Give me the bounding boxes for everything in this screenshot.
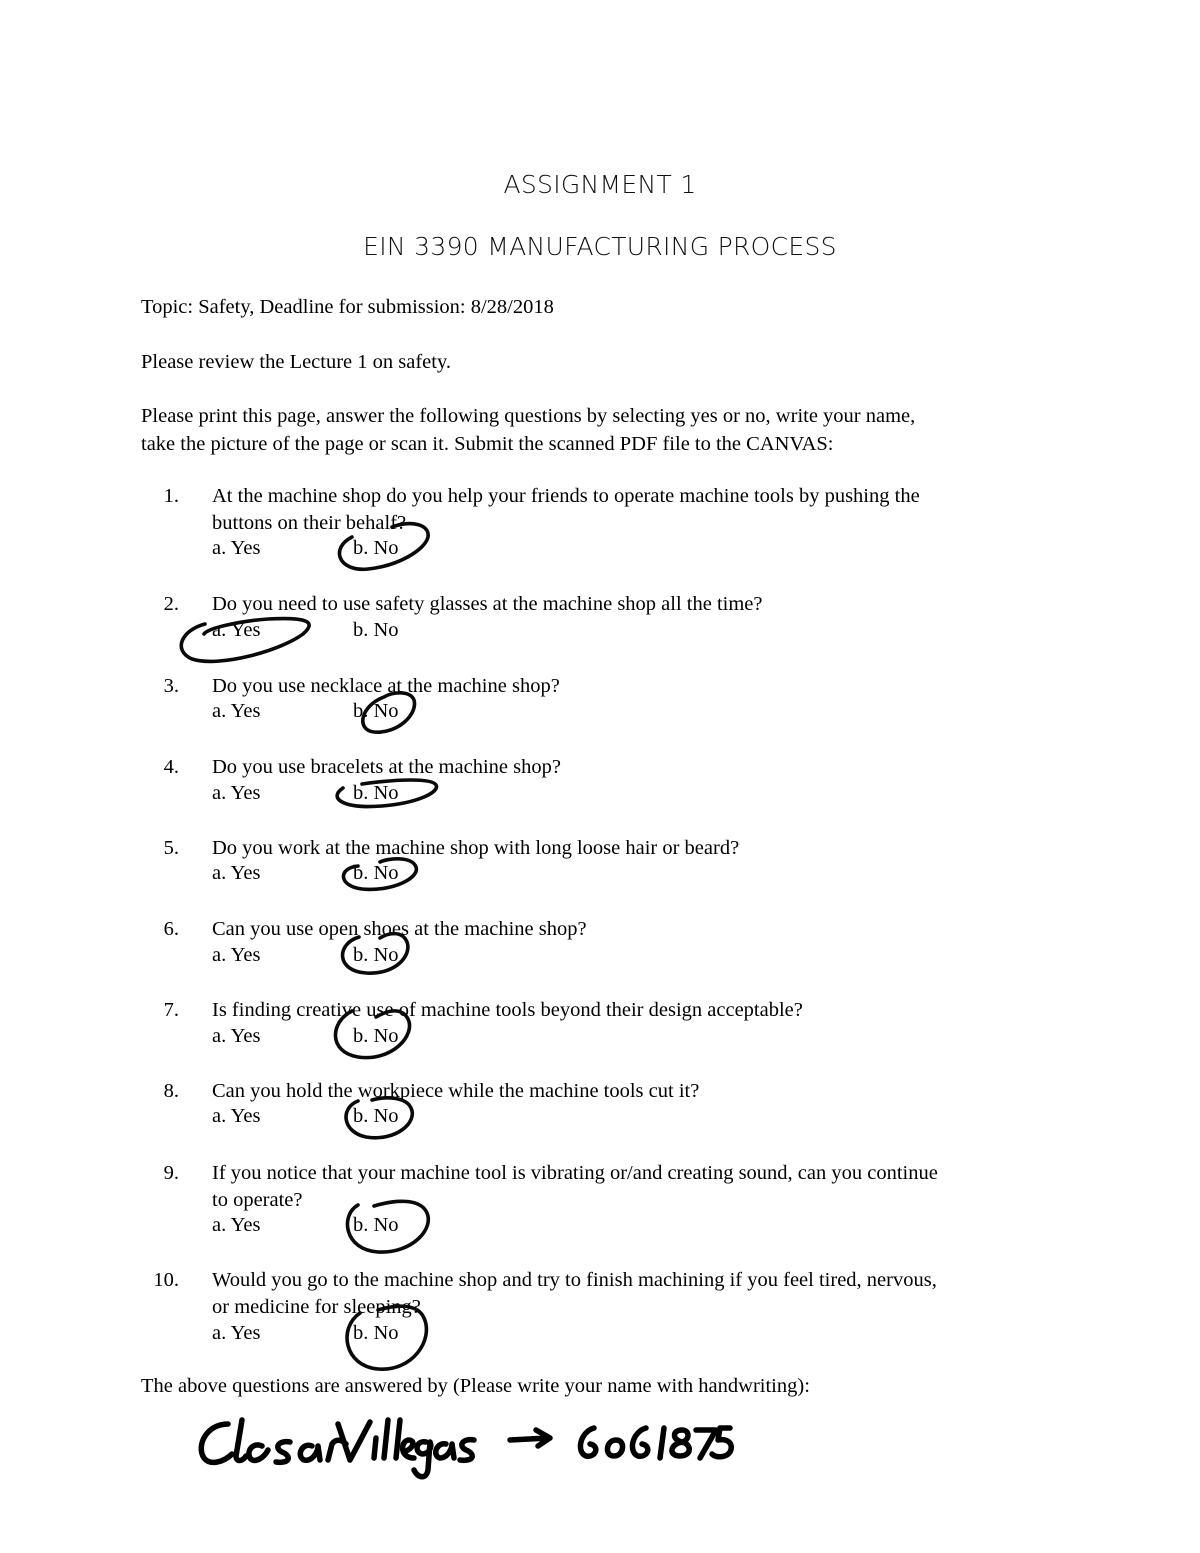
- option-no[interactable]: b. No: [353, 1322, 399, 1344]
- question-text-line: Do you use necklace at the machine shop?: [212, 675, 560, 697]
- question-text-line: Do you use bracelets at the machine shop?: [212, 756, 561, 778]
- assignment-title: ASSIGNMENT 1: [503, 170, 697, 199]
- question-text-line: Would you go to the machine shop and try to finish machining if you feel tired, nervous,: [212, 1269, 937, 1291]
- answer-circle-q8: [346, 1098, 412, 1138]
- question-text-line: Do you need to use safety glasses at the machine shop all the time?: [212, 593, 763, 615]
- review-line: Please review the Lecture 1 on safety.: [141, 351, 452, 373]
- answer-circle-q6: [343, 934, 408, 974]
- question-number: 1.: [163, 485, 179, 507]
- question-number: 4.: [163, 756, 179, 778]
- option-no[interactable]: b. No: [353, 619, 399, 641]
- question-text-line: Can you hold the workpiece while the machine tools cut it?: [212, 1080, 700, 1102]
- answer-circle-q10: [347, 1306, 426, 1369]
- question-number: 2.: [163, 593, 179, 615]
- question-number: 8.: [163, 1080, 179, 1102]
- option-yes[interactable]: a. Yes: [212, 1105, 261, 1127]
- question-text-line: Do you work at the machine shop with long loose hair or beard?: [212, 837, 740, 859]
- question-text-line: If you notice that your machine tool is vibrating or/and creating sound, can you continue: [212, 1162, 938, 1184]
- topic-line: Topic: Safety, Deadline for submission: 8/28/2018: [141, 296, 554, 318]
- course-title: EIN 3390 MANUFACTURING PROCESS: [363, 232, 837, 261]
- question-number: 7.: [163, 999, 179, 1021]
- question-number: 6.: [163, 918, 179, 940]
- option-yes[interactable]: a. Yes: [212, 619, 261, 641]
- question-number: 3.: [163, 675, 179, 697]
- answer-circle-q7: [335, 1011, 409, 1058]
- answer-circle-q4: [337, 780, 436, 807]
- option-yes[interactable]: a. Yes: [212, 944, 261, 966]
- option-no[interactable]: b. No: [353, 537, 399, 559]
- question-text-line: to operate?: [212, 1189, 303, 1211]
- instructions-line-2: take the picture of the page or scan it. Submit the scanned PDF file to the CANVAS:: [141, 433, 834, 455]
- option-yes[interactable]: a. Yes: [212, 700, 261, 722]
- option-yes[interactable]: a. Yes: [212, 1025, 261, 1047]
- option-yes[interactable]: a. Yes: [212, 1322, 261, 1344]
- option-yes[interactable]: a. Yes: [212, 1214, 261, 1236]
- answer-circle-q2: [181, 619, 309, 662]
- instructions-line-1: Please print this page, answer the following questions by selecting yes or no, write your name,: [141, 405, 916, 427]
- option-yes[interactable]: a. Yes: [212, 782, 261, 804]
- question-text-line: buttons on their behalf?: [212, 512, 407, 534]
- question-text-line: At the machine shop do you help your friends to operate machine tools by pushing the: [212, 485, 920, 507]
- option-no[interactable]: b. No: [353, 700, 399, 722]
- question-number: 9.: [163, 1162, 179, 1184]
- option-yes[interactable]: a. Yes: [212, 537, 261, 559]
- option-no[interactable]: b. No: [353, 862, 399, 884]
- option-no[interactable]: b. No: [353, 944, 399, 966]
- answer-circle-q3: [363, 693, 415, 732]
- question-text-line: or medicine for sleeping?: [212, 1296, 421, 1318]
- option-no[interactable]: b. No: [353, 1105, 399, 1127]
- answer-circle-q5: [343, 859, 416, 890]
- question-number: 5.: [163, 837, 179, 859]
- name-prompt: The above questions are answered by (Please write your name with handwriting):: [141, 1375, 810, 1397]
- question-text-line: Can you use open shoes at the machine shop?: [212, 918, 587, 940]
- question-number: 10.: [153, 1269, 179, 1291]
- option-no[interactable]: b. No: [353, 1025, 399, 1047]
- answer-circle-q9: [347, 1201, 428, 1252]
- option-no[interactable]: b. No: [353, 1214, 399, 1236]
- question-text-line: Is finding creative use of machine tools beyond their design acceptable?: [212, 999, 803, 1021]
- signature: [201, 1420, 731, 1477]
- option-yes[interactable]: a. Yes: [212, 862, 261, 884]
- answer-circle-q1: [339, 524, 428, 570]
- option-no[interactable]: b. No: [353, 782, 399, 804]
